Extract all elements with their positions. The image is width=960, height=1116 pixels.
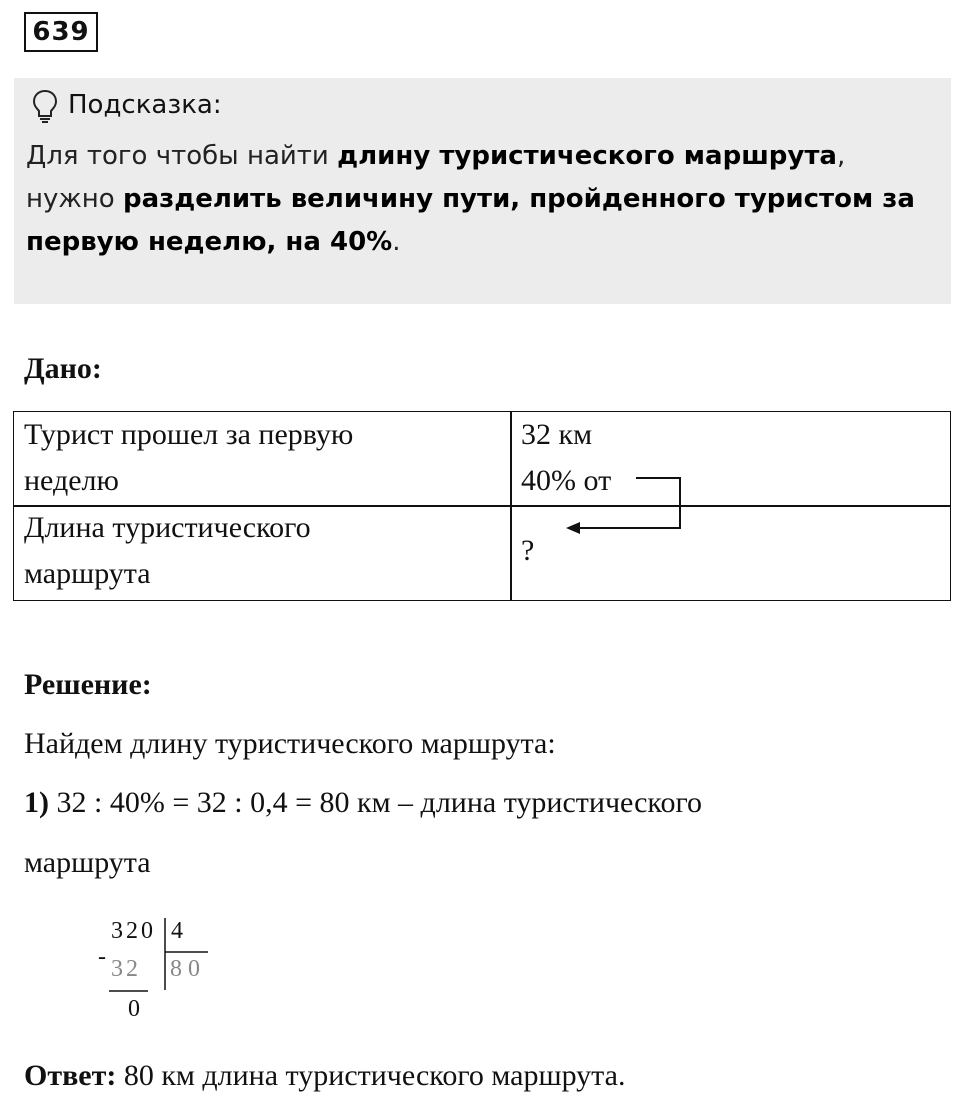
hint-bold-part: длину туристического маршрута [337, 141, 837, 171]
hint-text [26, 135, 936, 264]
given-table [13, 411, 951, 601]
division-quotient: 80 [170, 956, 206, 982]
hint-title: Подсказка: [68, 90, 222, 120]
division-minus: - [98, 944, 106, 970]
step-text: 32 : 40% = 32 : 0,4 = 80 км – длина туристического [49, 786, 703, 819]
answer-label: Ответ: [24, 1059, 117, 1092]
long-division [90, 914, 230, 1029]
division-subtrahend: 32 [111, 956, 141, 982]
solution-step-continuation: маршрута [24, 846, 151, 879]
step-number: 1) [24, 786, 49, 819]
answer-text: 80 км длина туристического маршрута. [116, 1059, 626, 1092]
hint-text-part: Для того чтобы найти [26, 141, 338, 171]
hint-text-part: , [836, 141, 846, 171]
row1-value-line: 32 км [521, 418, 593, 451]
hint-header [32, 84, 222, 127]
row2-label-line: Длина туристического [24, 511, 311, 544]
division-remainder: 0 [128, 996, 140, 1022]
hint-text-part: . [392, 227, 401, 257]
answer [24, 1059, 625, 1093]
row2-value: ? [521, 534, 535, 567]
row2-label-line: маршрута [24, 557, 151, 590]
solution-step [24, 786, 702, 820]
row1-value-line: 40% от [521, 464, 612, 497]
hint-box [14, 78, 951, 304]
hint-text-part: нужно [26, 184, 123, 214]
solution-title: Решение: [24, 668, 152, 701]
row1-label-line: неделю [24, 464, 119, 497]
division-dividend: 320 [111, 918, 156, 944]
solution-line: Найдем длину туристического маршрута: [24, 727, 556, 760]
given-title: Дано: [24, 352, 102, 385]
lightbulb-icon [32, 89, 58, 123]
division-divisor: 4 [171, 918, 183, 944]
hint-bold-part: разделить величину пути, пройденного туристом за первую неделю, на 40% [26, 184, 915, 257]
task-number: 639 [24, 12, 98, 52]
division-lines [90, 914, 230, 1029]
arrow-icon [14, 412, 952, 602]
row1-label-line: Турист прошел за первую [24, 418, 354, 451]
